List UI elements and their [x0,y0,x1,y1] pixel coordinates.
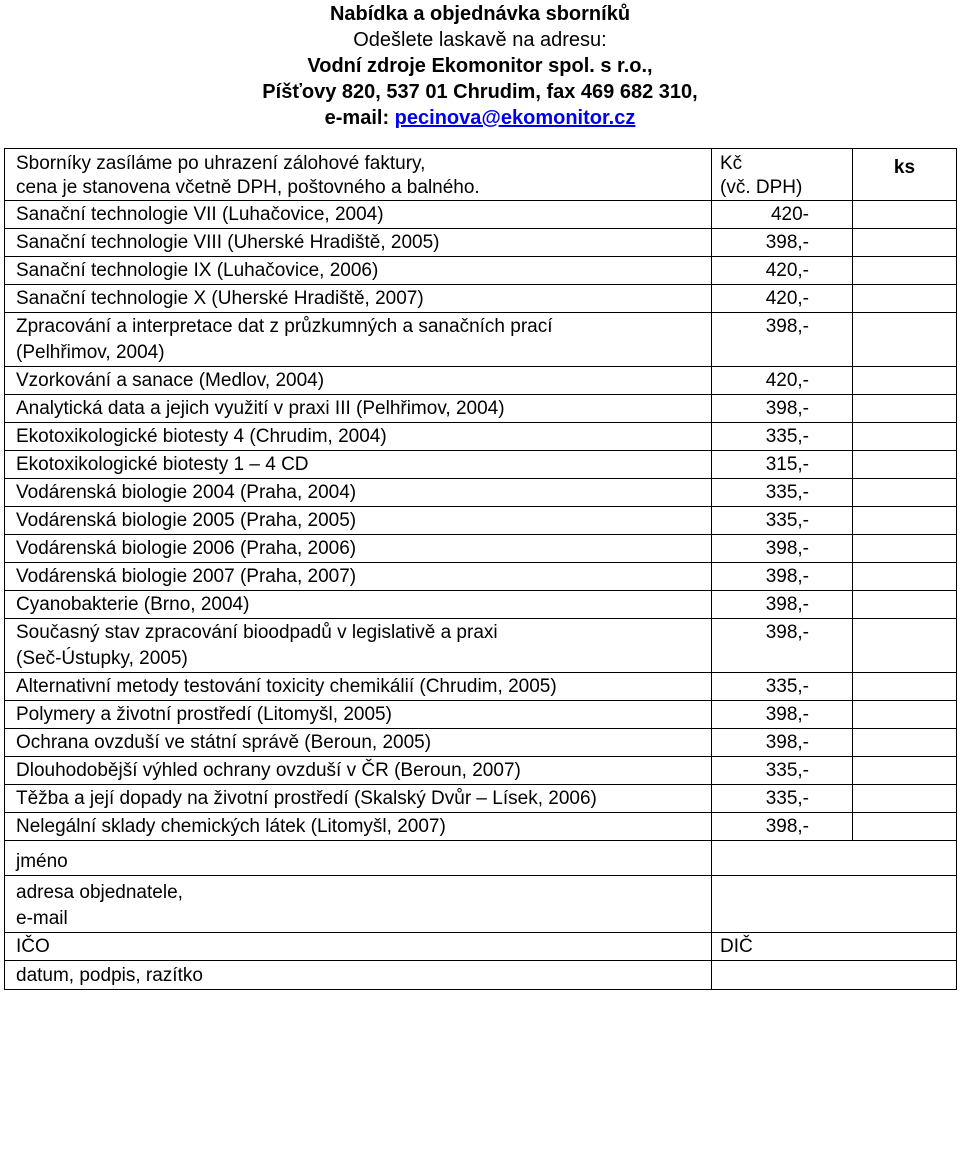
item-title-cell [5,563,712,591]
table-header-row [5,149,957,201]
table-row [5,285,957,313]
form-name-label: jméno [16,851,68,872]
form-signature-cell[interactable] [5,961,712,990]
table-row [5,201,957,229]
header [0,0,960,131]
item-price: 335,- [765,760,809,781]
item-title-cell [5,591,712,619]
form-signature-label: datum, podpis, razítko [16,965,203,986]
item-qty-cell[interactable] [853,535,957,563]
item-title: Ekotoxikologické biotesty 4 (Chrudim, 2004) [16,426,387,447]
order-table-body [5,149,957,990]
table-row [5,257,957,285]
item-title: Sanační technologie VII (Luhačovice, 2004) [16,204,384,225]
item-price: 398,- [765,732,809,753]
item-price-cell [712,507,853,535]
item-price: 420,- [765,370,809,391]
item-qty-cell[interactable] [853,451,957,479]
item-title-cell [5,367,712,395]
form-signature-input-cell[interactable] [712,961,957,990]
item-price-cell [712,785,853,813]
item-price: 335,- [765,676,809,697]
item-title: Sanační technologie X (Uherské Hradiště, 2007) [16,288,424,309]
item-price-cell [712,395,853,423]
item-price-cell [712,313,853,367]
item-title-cell [5,813,712,841]
form-name-input-cell[interactable] [712,841,957,876]
item-price-cell [712,451,853,479]
table-row [5,563,957,591]
item-qty-cell[interactable] [853,701,957,729]
item-price: 420,- [765,288,809,309]
item-qty-cell[interactable] [853,507,957,535]
item-title: Vodárenská biologie 2007 (Praha, 2007) [16,566,357,587]
item-qty-cell[interactable] [853,479,957,507]
item-qty-cell[interactable] [853,201,957,229]
table-row [5,591,957,619]
item-price: 398,- [765,398,809,419]
item-title: Dlouhodobější výhled ochrany ovzduší v ČR (Beroun, 2007) [16,760,521,781]
email-link[interactable]: pecinova@ekomonitor.cz [394,107,636,129]
table-row [5,757,957,785]
item-price-cell [712,201,853,229]
item-price: 335,- [765,510,809,531]
table-row [5,729,957,757]
item-title-cont: (Seč-Ústupky, 2005) [16,648,188,669]
table-row [5,535,957,563]
form-dic-cell[interactable] [712,933,957,961]
company-name: Vodní zdroje Ekomonitor spol. s r.o., [307,55,653,77]
item-price-cell [712,813,853,841]
intro-line-1: Sborníky zasíláme po uhrazení zálohové faktury, [16,153,426,174]
item-title: Těžba a její dopady na životní prostředí (Skalský Dvůr – Lísek, 2006) [16,788,597,809]
item-price-cell [712,619,853,673]
item-title: Alternativní metody testování toxicity chemikálií (Chrudim, 2005) [16,676,557,697]
price-header-currency: Kč [720,153,743,174]
item-qty-cell[interactable] [853,619,957,673]
item-title-cont: (Pelhřimov, 2004) [16,342,165,363]
item-qty-cell[interactable] [853,423,957,451]
item-title-cell [5,285,712,313]
item-title-cell [5,785,712,813]
form-ico-row [5,933,957,961]
item-title: Vodárenská biologie 2005 (Praha, 2005) [16,510,357,531]
item-price-cell [712,591,853,619]
intro-line-2: cena je stanovena včetně DPH, poštovného a balného. [16,177,480,198]
order-table [4,148,957,990]
table-row [5,313,957,367]
item-title: Zpracování a interpretace dat z průzkumných a sanačních prací [16,316,553,337]
item-title-cell [5,451,712,479]
item-price: 420- [770,204,809,225]
item-title-cell [5,479,712,507]
form-email-label: e-mail [16,908,68,929]
table-row [5,229,957,257]
item-qty-cell[interactable] [853,757,957,785]
item-price-cell [712,285,853,313]
item-title: Současný stav zpracování bioodpadů v legislativě a praxi [16,622,498,643]
form-address-input-cell[interactable] [712,876,957,933]
item-qty-cell[interactable] [853,257,957,285]
item-qty-cell[interactable] [853,729,957,757]
send-to-text: Odešlete laskavě na adresu: [353,29,607,51]
item-title: Ekotoxikologické biotesty 1 – 4 CD [16,454,309,475]
item-title: Polymery a životní prostředí (Litomyšl, 2005) [16,704,392,725]
table-row [5,673,957,701]
item-price: 335,- [765,482,809,503]
table-row [5,479,957,507]
item-price-cell [712,229,853,257]
table-row [5,619,957,673]
item-price: 398,- [765,816,809,837]
item-price: 398,- [765,566,809,587]
form-ico-label: IČO [16,936,50,957]
item-title: Nelegální sklady chemických látek (Litomyšl, 2007) [16,816,446,837]
item-title-cell [5,229,712,257]
form-signature-row [5,961,957,990]
form-address-label: adresa objednatele, [16,882,183,903]
item-title-cell [5,395,712,423]
item-qty-cell[interactable] [853,367,957,395]
item-title-cell [5,535,712,563]
item-price-cell [712,563,853,591]
item-qty-cell[interactable] [853,313,957,367]
form-address-row [5,876,957,933]
table-row [5,701,957,729]
item-title: Sanační technologie VIII (Uherské Hradiště, 2005) [16,232,440,253]
email-label: e-mail: [324,107,395,129]
item-title: Vzorkování a sanace (Medlov, 2004) [16,370,325,391]
table-row [5,423,957,451]
item-qty-cell[interactable] [853,395,957,423]
item-title-cell [5,423,712,451]
item-title-cell [5,313,712,367]
form-dic-label: DIČ [720,936,753,957]
table-row [5,507,957,535]
form-name-row [5,841,957,876]
item-price: 398,- [765,538,809,559]
item-title-cell [5,701,712,729]
company-address: Píšťovy 820, 537 01 Chrudim, fax 469 682 310, [262,81,698,103]
table-row [5,395,957,423]
qty-header-cell [853,149,957,201]
item-title-cell [5,757,712,785]
item-qty-cell[interactable] [853,285,957,313]
intro-cell [5,149,712,201]
item-title: Ochrana ovzduší ve státní správě (Beroun, 2005) [16,732,432,753]
table-row [5,451,957,479]
item-qty-cell[interactable] [853,813,957,841]
item-title-cell [5,507,712,535]
item-price-cell [712,701,853,729]
table-row [5,367,957,395]
item-price: 335,- [765,426,809,447]
item-price: 315,- [765,454,809,475]
price-header-cell [712,149,853,201]
item-price-cell [712,479,853,507]
item-qty-cell[interactable] [853,563,957,591]
form-address-cell[interactable] [5,876,712,933]
table-row [5,785,957,813]
item-price-cell [712,757,853,785]
item-price-cell [712,423,853,451]
price-header-vat: (vč. DPH) [720,177,803,198]
item-title: Vodárenská biologie 2004 (Praha, 2004) [16,482,357,503]
item-price-cell [712,673,853,701]
table-row [5,813,957,841]
email-line [0,105,960,131]
item-qty-cell[interactable] [853,229,957,257]
item-title-cell [5,619,712,673]
item-price: 398,- [765,594,809,615]
item-price-cell [712,729,853,757]
item-price-cell [712,257,853,285]
item-title: Analytická data a jejich využití v praxi III (Pelhřimov, 2004) [16,398,505,419]
item-title: Sanační technologie IX (Luhačovice, 2006) [16,260,379,281]
item-price: 398,- [765,316,809,337]
item-title: Vodárenská biologie 2006 (Praha, 2006) [16,538,357,559]
item-qty-cell[interactable] [853,591,957,619]
item-title-cell [5,673,712,701]
item-title-cell [5,201,712,229]
item-title-cell [5,257,712,285]
item-title-cell [5,729,712,757]
item-qty-cell[interactable] [853,673,957,701]
item-price: 420,- [765,260,809,281]
item-price: 335,- [765,788,809,809]
item-price: 398,- [765,622,809,643]
item-price-cell [712,535,853,563]
page-title: Nabídka a objednávka sborníků [329,3,631,25]
qty-header: ks [893,157,916,178]
item-title: Cyanobakterie (Brno, 2004) [16,594,250,615]
item-qty-cell[interactable] [853,785,957,813]
item-price-cell [712,367,853,395]
item-price: 398,- [765,704,809,725]
item-price: 398,- [765,232,809,253]
form-name-cell[interactable] [5,841,712,876]
form-ico-cell[interactable] [5,933,712,961]
